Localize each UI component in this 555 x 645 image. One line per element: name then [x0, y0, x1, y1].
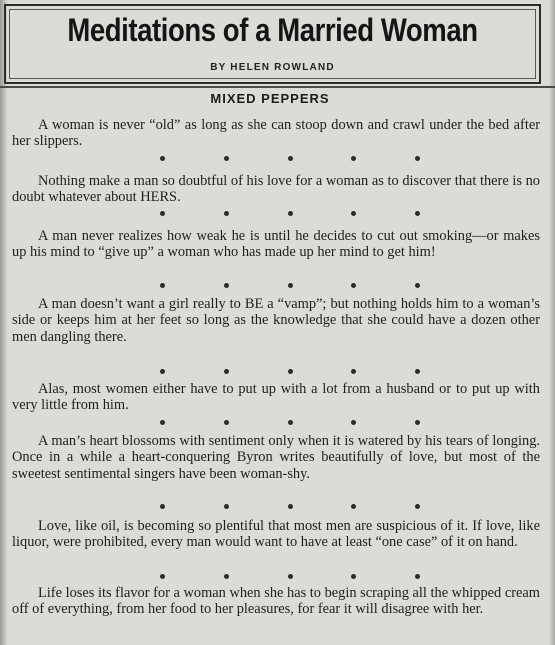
dot — [351, 420, 356, 425]
dot — [160, 156, 165, 161]
dot — [160, 211, 165, 216]
dot — [224, 283, 229, 288]
dot — [160, 420, 165, 425]
dot — [351, 574, 356, 579]
byline: BY HELEN ROWLAND — [210, 62, 335, 73]
dot — [288, 420, 293, 425]
dot — [160, 504, 165, 509]
dot — [288, 211, 293, 216]
dot — [351, 211, 356, 216]
dot — [288, 574, 293, 579]
dot — [415, 504, 420, 509]
dot — [415, 283, 420, 288]
paragraph: A man doesn’t want a girl really to BE a “vamp”; but nothing holds him to a woman’s side or keeps him at her feet so long as the knowledge that she could have a dozen other men dangling there. — [12, 296, 540, 345]
separator-dots — [160, 504, 420, 510]
dot — [415, 369, 420, 374]
separator-dots — [160, 156, 420, 162]
dot — [351, 283, 356, 288]
paragraph: Life loses its flavor for a woman when she has to begin scraping all the whipped cream off of everything, from her food to her pleasures, for fear it will disagree with her. — [12, 585, 540, 618]
dot — [415, 156, 420, 161]
dot — [224, 211, 229, 216]
section-subhead: MIXED PEPPERS — [210, 91, 330, 106]
paragraph: Nothing make a man so doubtful of his love for a woman as to discover that there is no doubt whatever about HERS. — [12, 173, 540, 206]
header-rule — [0, 86, 555, 88]
dot — [415, 211, 420, 216]
article-title: Meditations of a Married Woman — [67, 12, 478, 48]
dot — [288, 283, 293, 288]
dot — [415, 574, 420, 579]
separator-dots — [160, 211, 420, 217]
dot — [224, 156, 229, 161]
separator-dots — [160, 369, 420, 375]
dot — [351, 504, 356, 509]
dot — [415, 420, 420, 425]
paragraph: Alas, most women either have to put up with a lot from a husband or to put up with very little from him. — [12, 381, 540, 414]
dot — [224, 504, 229, 509]
headline-box — [4, 4, 541, 84]
separator-dots — [160, 574, 420, 580]
paragraph: A woman is never “old” as long as she can stoop down and crawl under the bed after her slippers. — [12, 117, 540, 150]
dot — [224, 420, 229, 425]
dot — [288, 369, 293, 374]
dot — [288, 156, 293, 161]
paragraph: A man’s heart blossoms with sentiment only when it is watered by his tears of longing. Once in a while a heart-conquering Byron writes beautifully of love, but most of the sweetest sentimental singers have been woman-shy. — [12, 433, 540, 482]
dot — [351, 156, 356, 161]
paragraph: Love, like oil, is becoming so plentiful that most men are suspicious of it. If love, like liquor, were prohibited, every man would want to have at least “one case” of it on hand. — [12, 518, 540, 551]
dot — [160, 369, 165, 374]
dot — [288, 504, 293, 509]
dot — [160, 283, 165, 288]
dot — [160, 574, 165, 579]
separator-dots — [160, 420, 420, 426]
right-page-edge — [549, 0, 555, 645]
paragraph: A man never realizes how weak he is until he decides to cut out smoking—or makes up his mind to “give up” a woman who has made up her mind to get him! — [12, 228, 540, 261]
separator-dots — [160, 283, 420, 289]
dot — [351, 369, 356, 374]
dot — [224, 369, 229, 374]
dot — [224, 574, 229, 579]
